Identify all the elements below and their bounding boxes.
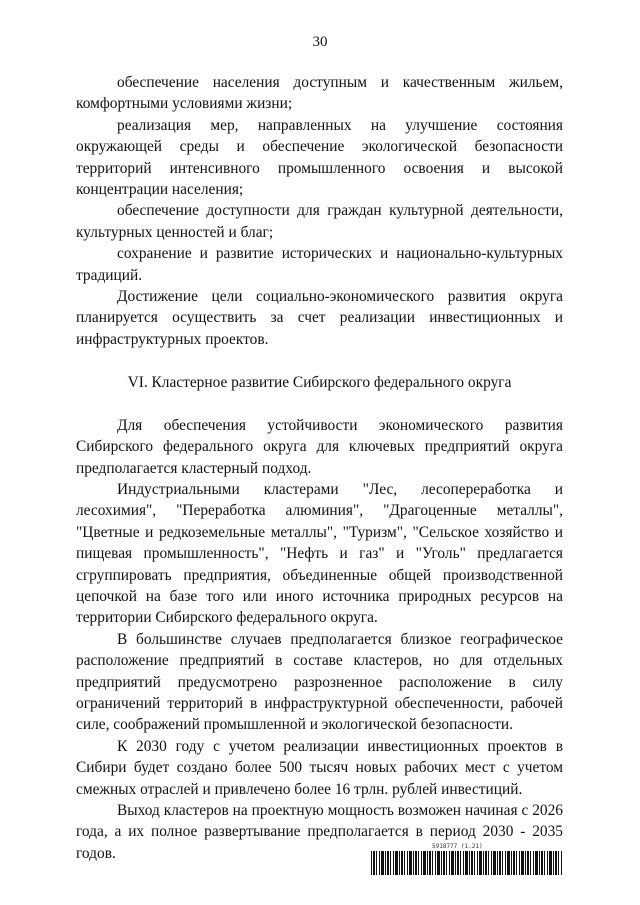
section-heading: VI. Кластерное развитие Сибирского федерального округа (127, 374, 512, 392)
paragraph: В большинстве случаев предполагается близкое географическое расположение предприятий в составе кластеров, но для отдельных предприятий предусмотрено разрозненное расположение в силу ограничений территорий в инфраструктурной обеспеченности, рабочей силе, соображений промышленной и экологической безопасности. (76, 630, 563, 734)
paragraph: обеспечение населения доступным и качественным жильем, комфортными условиями жизни; (76, 74, 563, 113)
paragraph: обеспечение доступности для граждан культурной деятельности, культурных ценностей и благ; (76, 202, 563, 241)
paragraph: К 2030 году с учетом реализации инвестиционных проектов в Сибири будет создано более 500 тысяч новых рабочих мест с учетом смежных отраслей и привлечено более 16 трлн. рублей инвестиций. (76, 737, 563, 798)
paragraph: сохранение и развитие исторических и национально-культурных традиций. (76, 245, 563, 284)
paragraph: Индустриальными кластерами "Лес, лесопереработка и лесохимия", "Переработка алюминия", "Драгоценные металлы", "Цветные и редкоземельные металлы", "Туризм", "Сельское хозяйство и пищевая промышленность", "Нефть и газ" и "Уголь" предлагается сгруппировать предприятия, объединенные общей производственной цепочкой на базе того или иного источника природных ресурсов на территории Сибирского федерального округа. (76, 480, 563, 627)
paragraph: реализация мер, направленных на улучшение состояния окружающей среды и обеспечение экологической безопасности территорий интенсивного промышленного освоения и высокой концентрации населения; (76, 116, 563, 199)
barcode (371, 851, 563, 875)
barcode-caption: 5918777 (1.21) (432, 843, 483, 850)
paragraph: Достижение цели социально-экономического развития округа планируется осуществить за счет реализации инвестиционных и инфраструктурных проектов. (76, 288, 563, 348)
document-body (76, 72, 563, 864)
paragraph: Выход кластеров на проектную мощность возможен начиная с 2026 года, а их полное развертывание предполагается в период 2030 - 2035 годов. (76, 802, 563, 862)
paragraph: Для обеспечения устойчивости экономического развития Сибирского федерального округа для ключевых предприятий округа предполагается кластерный подход. (76, 416, 563, 477)
page-number: 30 (312, 34, 328, 50)
